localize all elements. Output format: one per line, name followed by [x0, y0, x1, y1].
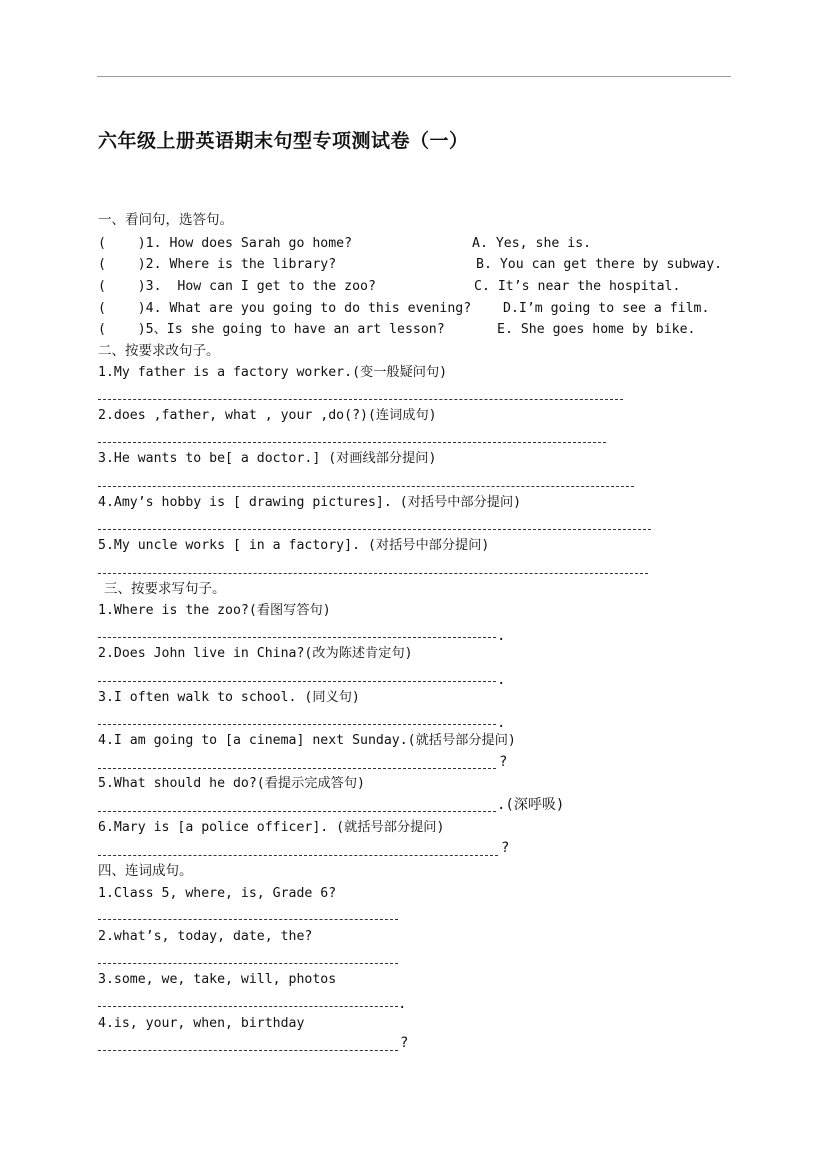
- sec1-answer-e: E. She goes home by bike.: [497, 322, 696, 337]
- sec3-answer-line-6[interactable]: [98, 855, 498, 856]
- sec3-end-2: .: [497, 672, 506, 688]
- sec3-item-2: 2.Does John live in China?(改为陈述肯定句): [98, 646, 413, 661]
- sec2-answer-line-4[interactable]: [98, 529, 651, 530]
- sec2-answer-line-2[interactable]: [98, 442, 606, 443]
- sec4-item-1: 1.Class 5, where, is, Grade 6?: [98, 886, 337, 901]
- section-3-heading: 三、按要求写句子。: [104, 581, 226, 597]
- header-rule: [97, 76, 731, 77]
- section-1-heading: 一、看问句，选答句。: [98, 212, 233, 228]
- sec3-end-5: .(深呼吸): [497, 797, 565, 813]
- page-title: 六年级上册英语期末句型专项测试卷（一）: [98, 130, 469, 152]
- section-2-heading: 二、按要求改句子。: [98, 343, 220, 359]
- sec1-answer-c: C. It’s near the hospital.: [474, 279, 681, 294]
- sec2-item-3: 3.He wants to be[ a doctor.] (对画线部分提问): [98, 451, 437, 466]
- sec4-answer-line-3[interactable]: [98, 1006, 398, 1007]
- sec4-end-4: ?: [400, 1035, 409, 1051]
- sec3-answer-line-5[interactable]: [98, 811, 496, 812]
- sec2-item-1: 1.My father is a factory worker.(变一般疑问句): [98, 365, 448, 380]
- sec3-item-3: 3.I often walk to school. (同义句): [98, 690, 360, 705]
- sec1-answer-d: D.I’m going to see a film.: [503, 301, 710, 316]
- sec4-item-3: 3.some, we, take, will, photos: [98, 972, 337, 987]
- sec1-question-5: ( )5、Is she going to have an art lesson?: [98, 322, 445, 337]
- sec1-question-3: ( )3. How can I get to the zoo?: [98, 279, 376, 294]
- sec2-item-5: 5.My uncle works [ in a factory]. (对括号中部分提问): [98, 538, 490, 553]
- sec3-end-6: ?: [501, 840, 510, 856]
- sec2-answer-line-3[interactable]: [98, 486, 634, 487]
- sec1-answer-b: B. You can get there by subway.: [476, 257, 723, 272]
- sec3-item-4: 4.I am going to [a cinema] next Sunday.(就括号部分提问): [98, 733, 516, 748]
- sec2-item-2: 2.does ,father, what , your ,do(?)(连词成句): [98, 408, 437, 423]
- sec3-answer-line-2[interactable]: [98, 681, 496, 682]
- sec1-question-1: ( )1. How does Sarah go home?: [98, 236, 353, 251]
- sec2-answer-line-5[interactable]: [98, 573, 648, 574]
- sec4-answer-line-1[interactable]: [98, 919, 398, 920]
- sec1-answer-a: A. Yes, she is.: [472, 236, 592, 251]
- sec4-item-2: 2.what’s, today, date, the?: [98, 929, 313, 944]
- sec3-item-1: 1.Where is the zoo?(看图写答句): [98, 603, 331, 618]
- sec2-answer-line-1[interactable]: [98, 399, 623, 400]
- sec4-answer-line-2[interactable]: [98, 963, 398, 964]
- section-4-heading: 四、连词成句。: [98, 863, 193, 879]
- sec3-end-4: ?: [499, 754, 508, 770]
- sec1-question-2: ( )2. Where is the library?: [98, 257, 337, 272]
- sec4-answer-line-4[interactable]: [98, 1050, 398, 1051]
- sec1-question-4: ( )4. What are you going to do this evening?: [98, 301, 472, 316]
- sec3-item-6: 6.Mary is [a police officer]. (就括号部分提问): [98, 820, 445, 835]
- sec4-end-3: .: [398, 996, 407, 1012]
- sec3-item-5: 5.What should he do?(看提示完成答句): [98, 776, 365, 791]
- sec3-end-1: .: [497, 628, 506, 644]
- sec4-item-4: 4.is, your, when, birthday: [98, 1016, 305, 1031]
- sec3-answer-line-3[interactable]: [98, 724, 496, 725]
- sec3-answer-line-4[interactable]: [98, 768, 496, 769]
- sec3-answer-line-1[interactable]: [98, 637, 496, 638]
- sec2-item-4: 4.Amy’s hobby is [ drawing pictures]. (对括号中部分提问): [98, 495, 522, 510]
- sec3-end-3: .: [497, 715, 506, 731]
